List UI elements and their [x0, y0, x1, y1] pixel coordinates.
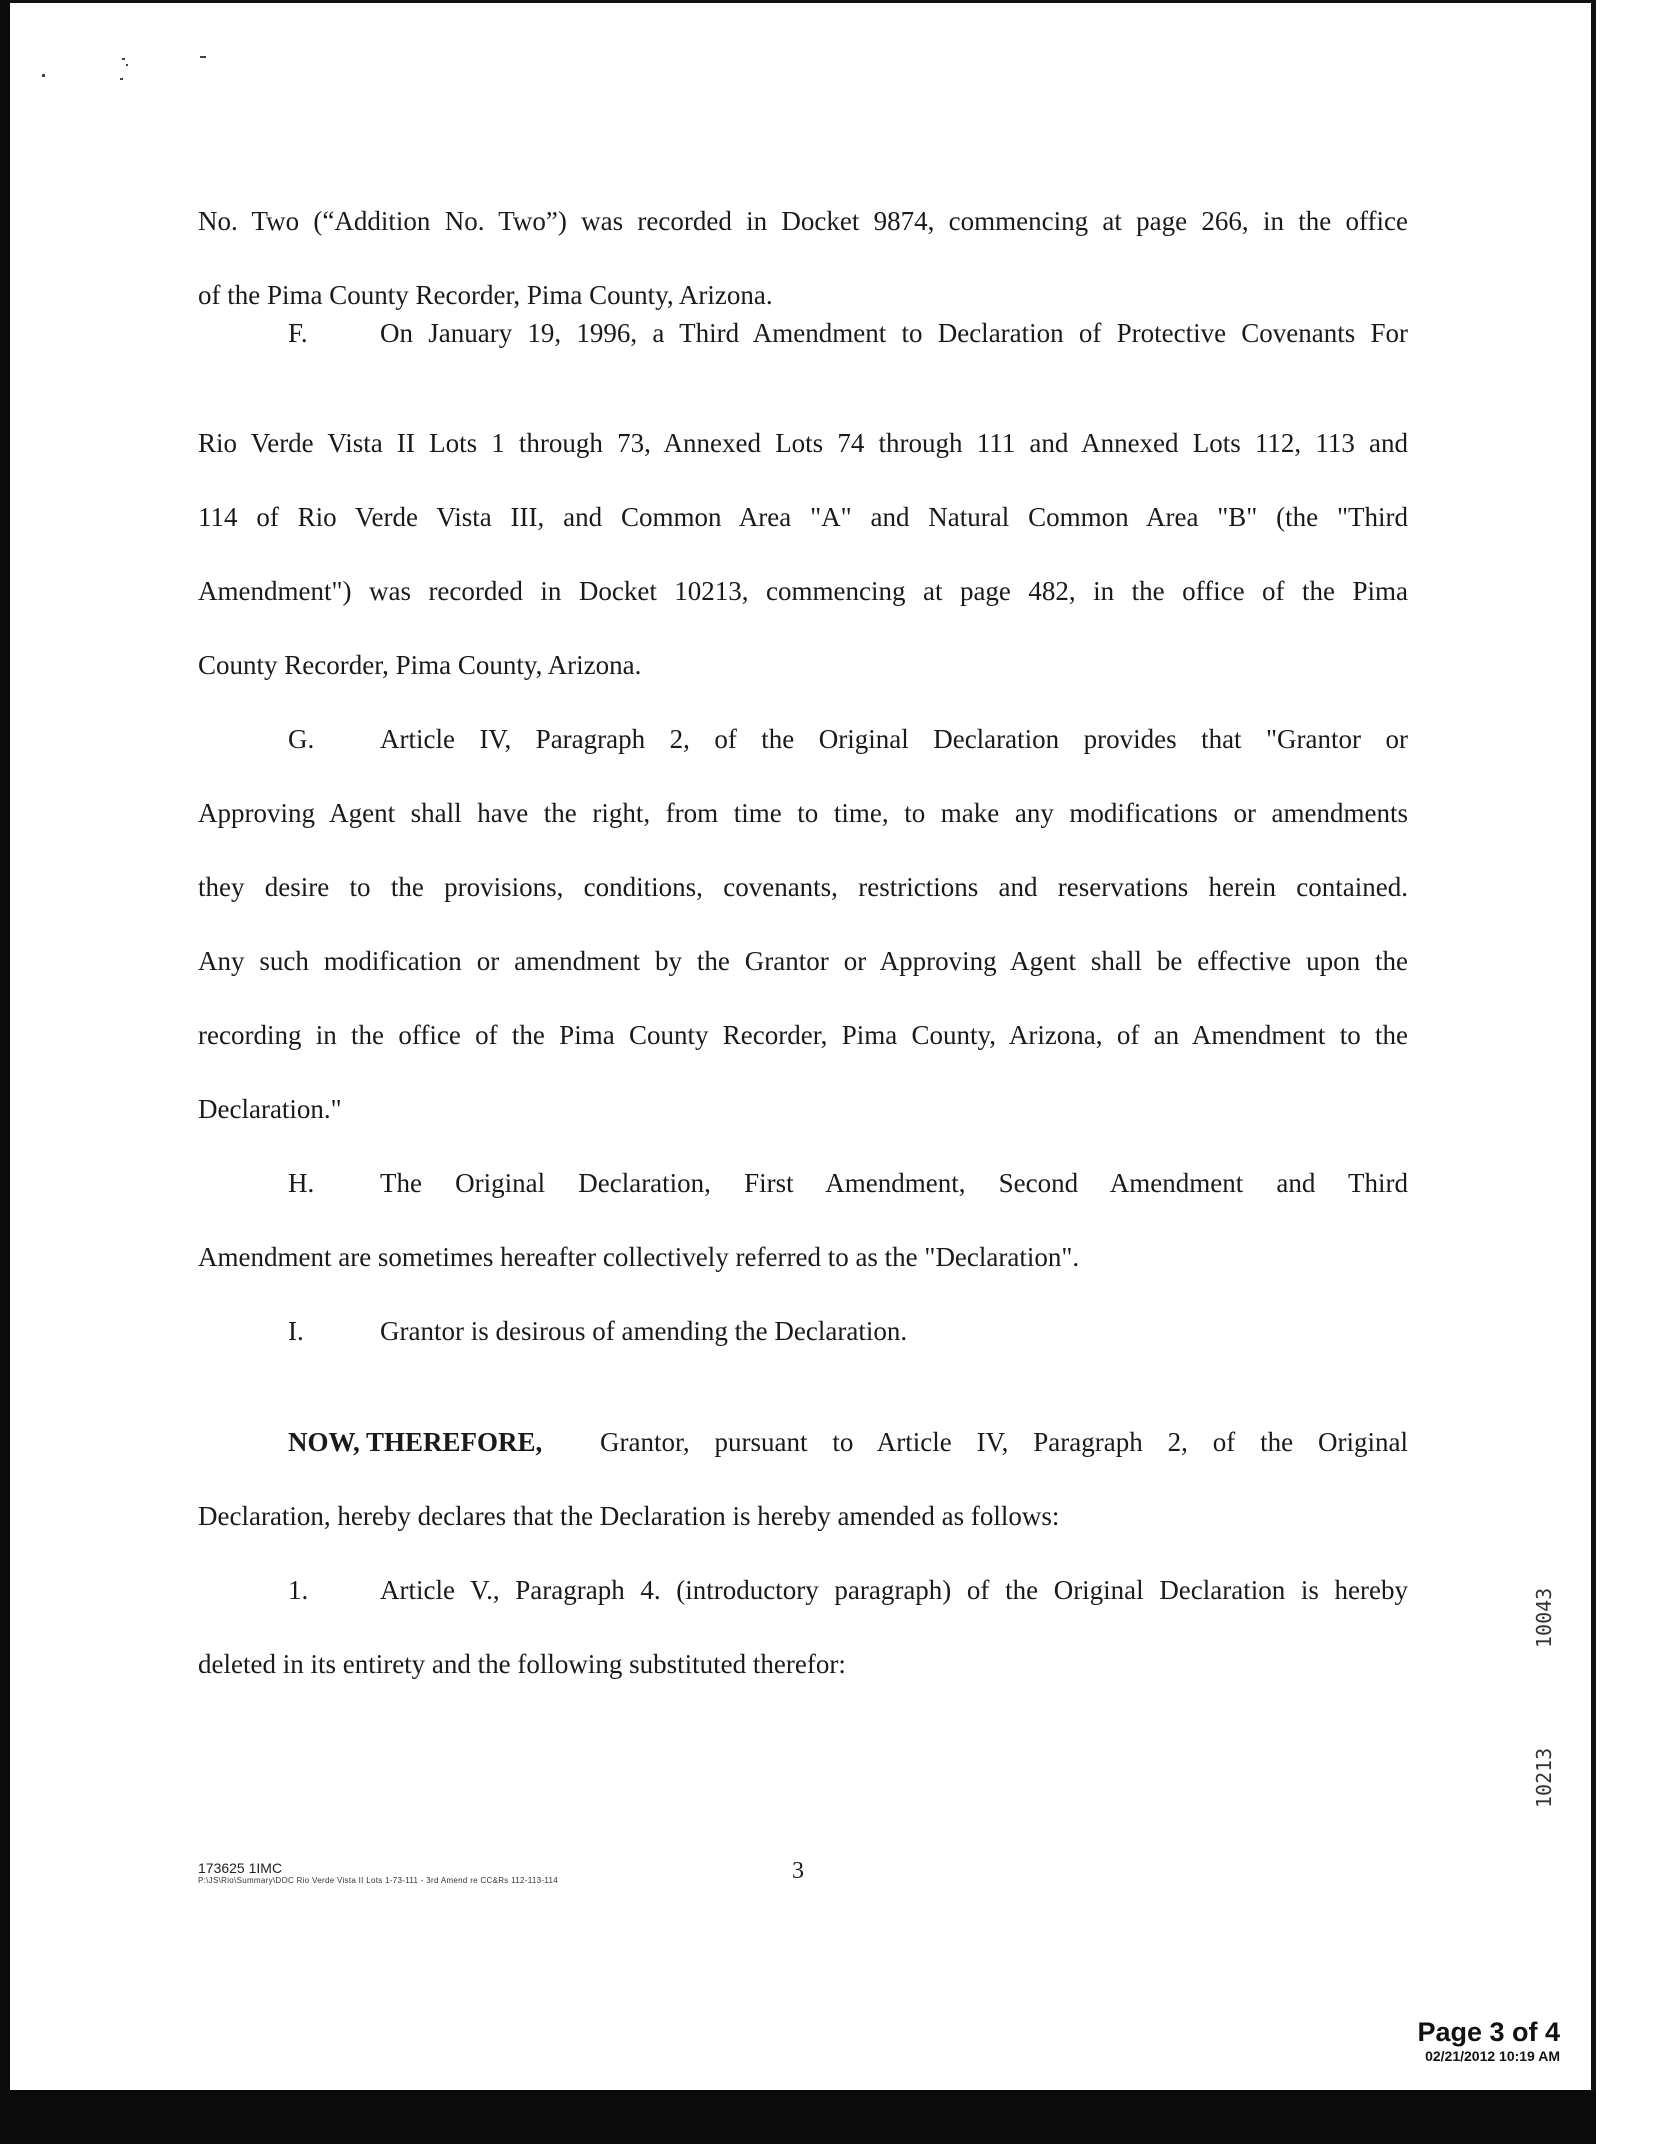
- text-line: of the Pima County Recorder, Pima County, Arizona.: [198, 280, 773, 310]
- footer-document-code: 173625 1IMC: [198, 1860, 283, 1876]
- paragraph-label-h: H.: [288, 1168, 315, 1198]
- text-line: 114 of Rio Verde Vista III, and Common Area "A" and Natural Common Area "B" (the "Third: [198, 502, 1408, 532]
- text-line: Any such modification or amendment by the Grantor or Approving Agent shall be effective upon the: [198, 946, 1408, 976]
- text-line: deleted in its entirety and the following substituted therefor:: [198, 1649, 846, 1679]
- text-line: Amendment are sometimes hereafter collectively referred to as the "Declaration".: [198, 1242, 1080, 1272]
- recorder-timestamp: 02/21/2012 10:19 AM: [1425, 2048, 1560, 2064]
- text-line: County Recorder, Pima County, Arizona.: [198, 650, 642, 680]
- border-top: [0, 0, 1596, 3]
- paragraph-label-f: F.: [288, 318, 308, 348]
- text-line: recording in the office of the Pima County Recorder, Pima County, Arizona, of an Amendment to the: [198, 1020, 1408, 1050]
- footer-file-path: P:\JS\Rio\Summary\DOC Rio Verde Vista II Lots 1-73-111 - 3rd Amend re CC&Rs 112-113-114: [198, 1876, 559, 1885]
- scan-speck: [200, 56, 206, 58]
- scan-speck: [120, 78, 123, 80]
- scan-speck: [126, 64, 128, 66]
- border-right: [1591, 0, 1596, 2095]
- docket-stamp-upper: 10043: [1532, 1587, 1556, 1648]
- text-line: Declaration.": [198, 1094, 342, 1124]
- now-therefore-heading: NOW, THEREFORE,: [288, 1427, 543, 1457]
- paragraph-label-1: 1.: [288, 1575, 309, 1605]
- text-line: they desire to the provisions, conditions, covenants, restrictions and reservations herein contained.: [198, 872, 1408, 902]
- page-number: 3: [792, 1858, 804, 1884]
- recorder-page-label: Page 3 of 4: [1417, 2017, 1560, 2047]
- text-line: Article V., Paragraph 4. (introductory paragraph) of the Original Declaration is hereby: [380, 1575, 1408, 1605]
- scan-speck: [122, 58, 125, 60]
- border-left: [0, 0, 10, 2095]
- docket-stamp-lower: 10213: [1532, 1747, 1556, 1808]
- text-line: Rio Verde Vista II Lots 1 through 73, Annexed Lots 74 through 111 and Annexed Lots 112, 113 and: [198, 428, 1408, 458]
- text-line: No. Two (“Addition No. Two”) was recorded in Docket 9874, commencing at page 266, in the office: [198, 206, 1408, 236]
- paragraph-label-g: G.: [288, 724, 315, 754]
- text-line: Amendment") was recorded in Docket 10213, commencing at page 482, in the office of the Pima: [198, 576, 1408, 606]
- border-bottom: [0, 2090, 1596, 2144]
- text-line: Article IV, Paragraph 2, of the Original Declaration provides that "Grantor or: [380, 724, 1408, 754]
- scan-speck: [42, 74, 45, 77]
- paragraph-label-i: I.: [288, 1316, 304, 1346]
- text-line: Approving Agent shall have the right, from time to time, to make any modifications or amendments: [198, 798, 1408, 828]
- text-line: The Original Declaration, First Amendment, Second Amendment and Third: [380, 1168, 1408, 1198]
- text-line: Grantor is desirous of amending the Declaration.: [380, 1316, 908, 1346]
- text-line: On January 19, 1996, a Third Amendment to Declaration of Protective Covenants For: [380, 318, 1408, 348]
- text-line: Declaration, hereby declares that the Declaration is hereby amended as follows:: [198, 1501, 1060, 1531]
- text-line: Grantor, pursuant to Article IV, Paragraph 2, of the Original: [600, 1427, 1408, 1457]
